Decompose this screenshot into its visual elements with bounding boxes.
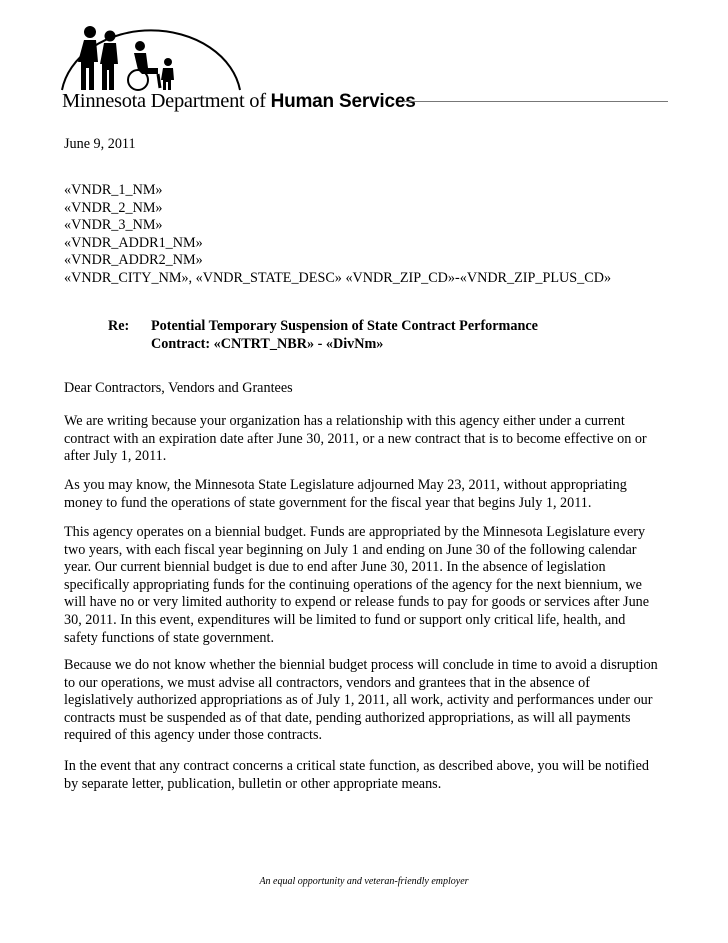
subject-label: Re: — [108, 318, 130, 334]
paragraph-line: As you may know, the Minnesota State Legislature adjourned May 23, 2011, without appropriating — [64, 477, 627, 493]
paragraph-line: year. Our current biennial budget is due to end after June 30, 2011. In the absence of legislation — [64, 559, 606, 576]
paragraph-line: 30, 2011. In this event, expenditures will be limited to fund or support only critical life, health, and — [64, 611, 626, 628]
address-line: «VNDR_1_NM» — [64, 182, 163, 198]
paragraph-line: This agency operates on a biennial budget. Funds are appropriated by the Minnesota Legislature every — [64, 524, 646, 540]
agency-name-bold: Human Services — [270, 91, 416, 112]
salutation: Dear Contractors, Vendors and Grantees — [64, 380, 293, 396]
paragraph-line: legislatively authorized appropriations as of July 1, 2011, all work, activity and performances under our — [64, 692, 653, 709]
paragraph-line: required of this agency under those contracts. — [64, 727, 323, 744]
body-paragraph — [64, 758, 674, 793]
subject-text — [151, 318, 538, 353]
address-line: «VNDR_3_NM» — [64, 217, 163, 234]
body-paragraph — [64, 524, 674, 647]
family-arch-logo-icon — [58, 12, 258, 94]
address-block — [64, 182, 611, 288]
paragraph-line: contract with an expiration date after June 30, 2011, or a new contract that is to become effective on or — [64, 430, 647, 447]
address-line: «VNDR_ADDR2_NM» — [64, 252, 203, 269]
letter-date: June 9, 2011 — [64, 136, 136, 152]
subject-line: Potential Temporary Suspension of State Contract Performance — [151, 318, 538, 334]
address-line: «VNDR_ADDR1_NM» — [64, 234, 203, 251]
paragraph-line: two years, with each fiscal year beginning on July 1 and ending on June 30 of the following calendar — [64, 541, 637, 558]
paragraph-line: In the event that any contract concerns a critical state function, as described above, you will be notified — [64, 758, 650, 774]
paragraph-line: contracts must be suspended as of that date, pending authorized appropriations, as will all payments — [64, 709, 631, 726]
paragraph-line: We are writing because your organization has a relationship with this agency either under a current — [64, 413, 625, 429]
paragraph-line: Because we do not know whether the biennial budget process will conclude in time to avoid a disruption — [64, 657, 658, 673]
letterhead-rule — [403, 101, 668, 102]
paragraph-line: by separate letter, publication, bulletin or other appropriate means. — [64, 775, 442, 792]
footer-tagline: An equal opportunity and veteran-friendly employer — [259, 876, 469, 887]
paragraph-line: to our operations, we must advise all contractors, vendors and grantees that in the absence of — [64, 674, 590, 691]
body-paragraph — [64, 413, 674, 466]
agency-name — [62, 89, 416, 114]
letterhead — [58, 12, 668, 112]
paragraph-line: specifically appropriating funds for the continuing operations of the agency for the next biennium, we — [64, 576, 642, 593]
address-line: «VNDR_2_NM» — [64, 199, 163, 216]
paragraph-line: safety functions of state government. — [64, 629, 274, 646]
agency-name-prefix: Minnesota Department of — [62, 90, 271, 112]
body-paragraph — [64, 477, 674, 512]
subject-line: Contract: «CNTRT_NBR» - «DivNm» — [151, 335, 384, 352]
body-paragraph — [64, 657, 674, 745]
address-line: «VNDR_CITY_NM», «VNDR_STATE_DESC» «VNDR_ZIP_CD»-«VNDR_ZIP_PLUS_CD» — [64, 269, 612, 286]
paragraph-line: money to fund the operations of state government for the fiscal year that begins July 1, 2011. — [64, 494, 592, 511]
paragraph-line: after July 1, 2011. — [64, 448, 167, 465]
paragraph-line: will have no or very limited authority to expend or release funds to pay for goods or services after June — [64, 594, 650, 611]
